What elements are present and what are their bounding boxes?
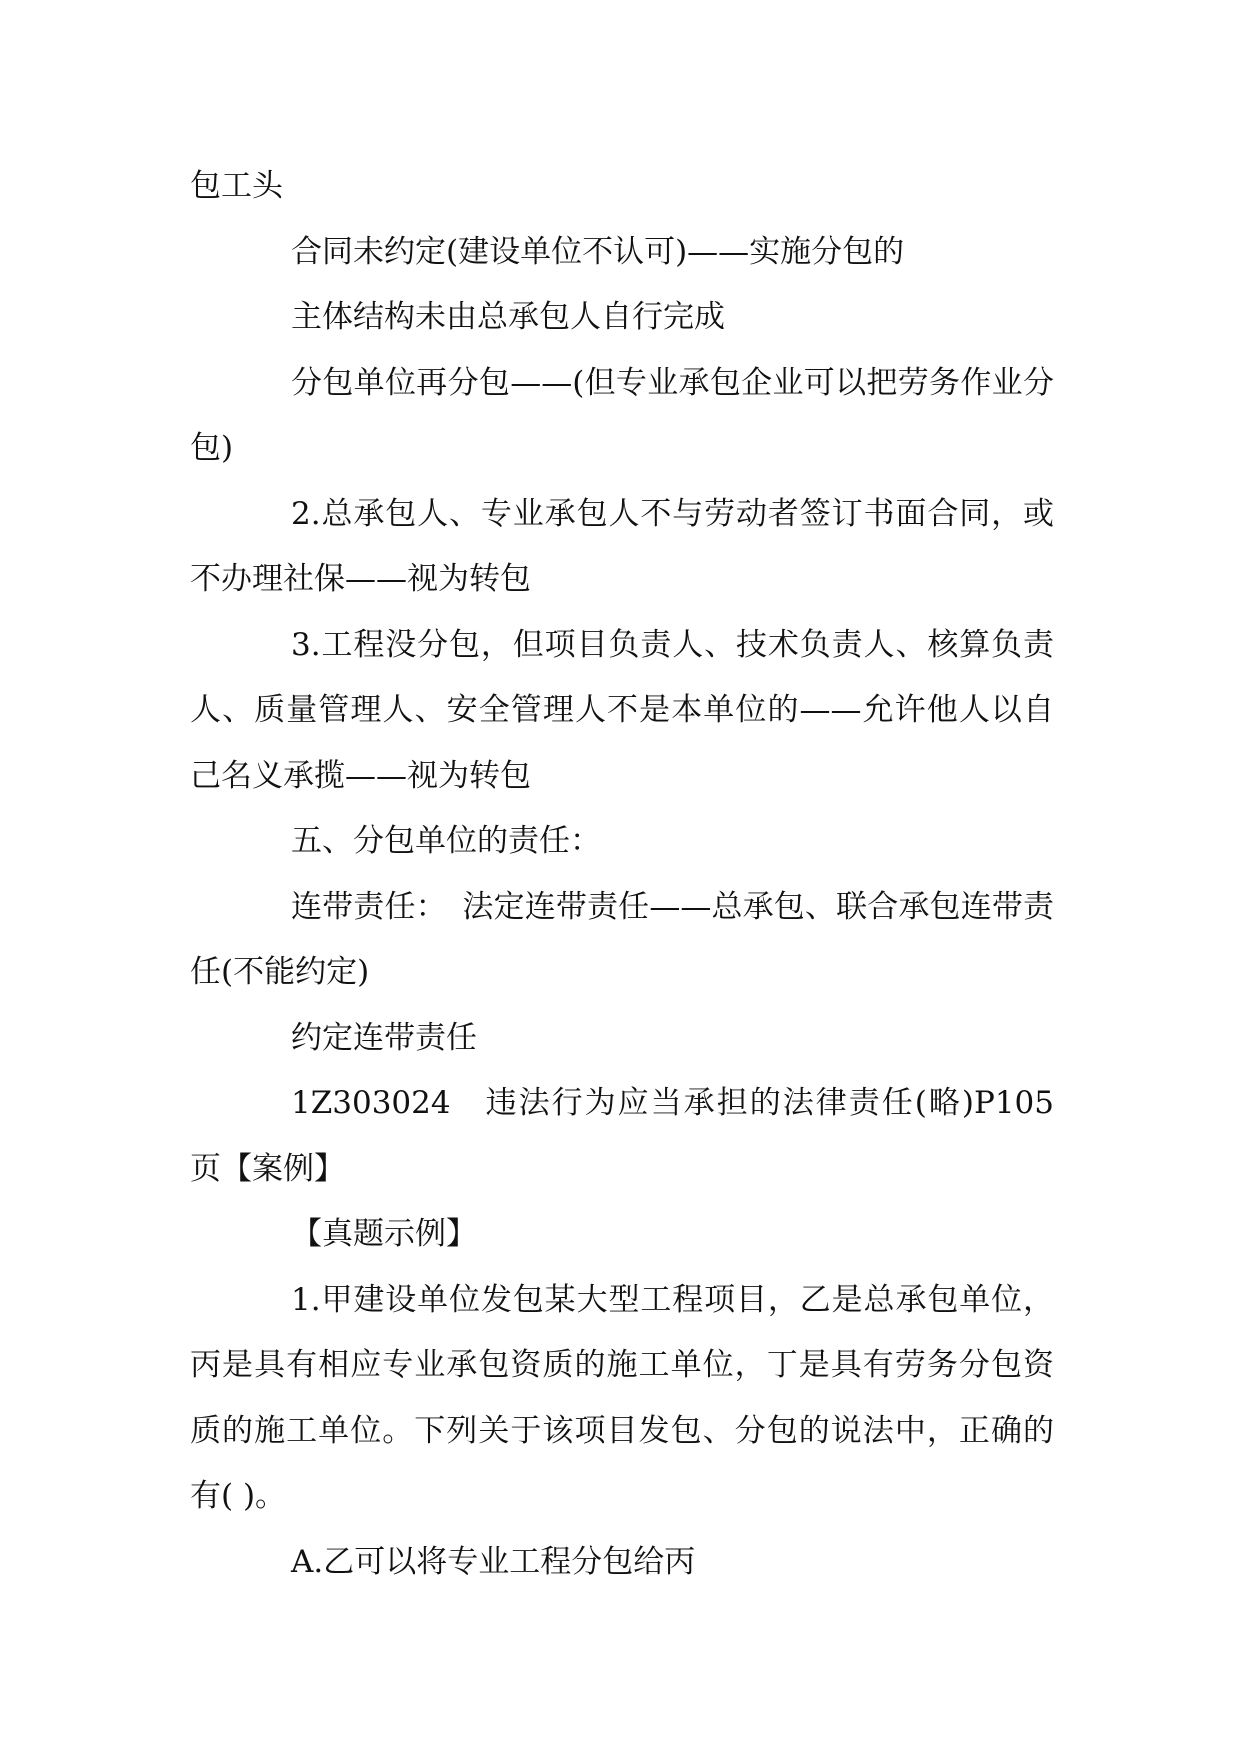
document-body [190,154,1054,1595]
paragraph-joint-liability: 连带责任： 法定连带责任——总承包、联合承包连带责任(不能约定) [190,888,1054,990]
section-heading-subcontractor-liability: 五、分包单位的责任： [291,823,601,859]
paragraph-contractor-head: 包工头 [190,168,283,204]
paragraph-agreed-joint-liability: 约定连带责任 [291,1019,477,1056]
paragraph-main-structure: 主体结构未由总承包人自行完成 [291,299,725,335]
question-1: 1.甲建设单位发包某大型工程项目，乙是总承包单位，丙是具有相应专业承包资质的施工单位，丁是具有劳务分包资质的施工单位。下列关于该项目发包、分包的说法中，正确的有( )。 [190,1281,1054,1514]
question-1-option-a: A.乙可以将专业工程分包给丙 [291,1543,696,1580]
heading-exam-examples: 【真题示例】 [291,1216,477,1252]
paragraph-item-3: 3.工程没分包，但项目负责人、技术负责人、核算负责人、质量管理人、安全管理人不是本单位的——允许他人以自己名义承揽——视为转包 [190,626,1054,794]
paragraph-contract-not-agreed: 合同未约定(建设单位不认可)——实施分包的 [291,233,905,270]
paragraph-resubcontract: 分包单位再分包——(但专业承包企业可以把劳务作业分包) [190,364,1054,466]
paragraph-section-1z303024: 1Z303024 违法行为应当承担的法律责任(略)P105 页【案例】 [190,1085,1054,1187]
paragraph-item-2: 2.总承包人、专业承包人不与劳动者签订书面合同，或不办理社保——视为转包 [190,495,1054,597]
